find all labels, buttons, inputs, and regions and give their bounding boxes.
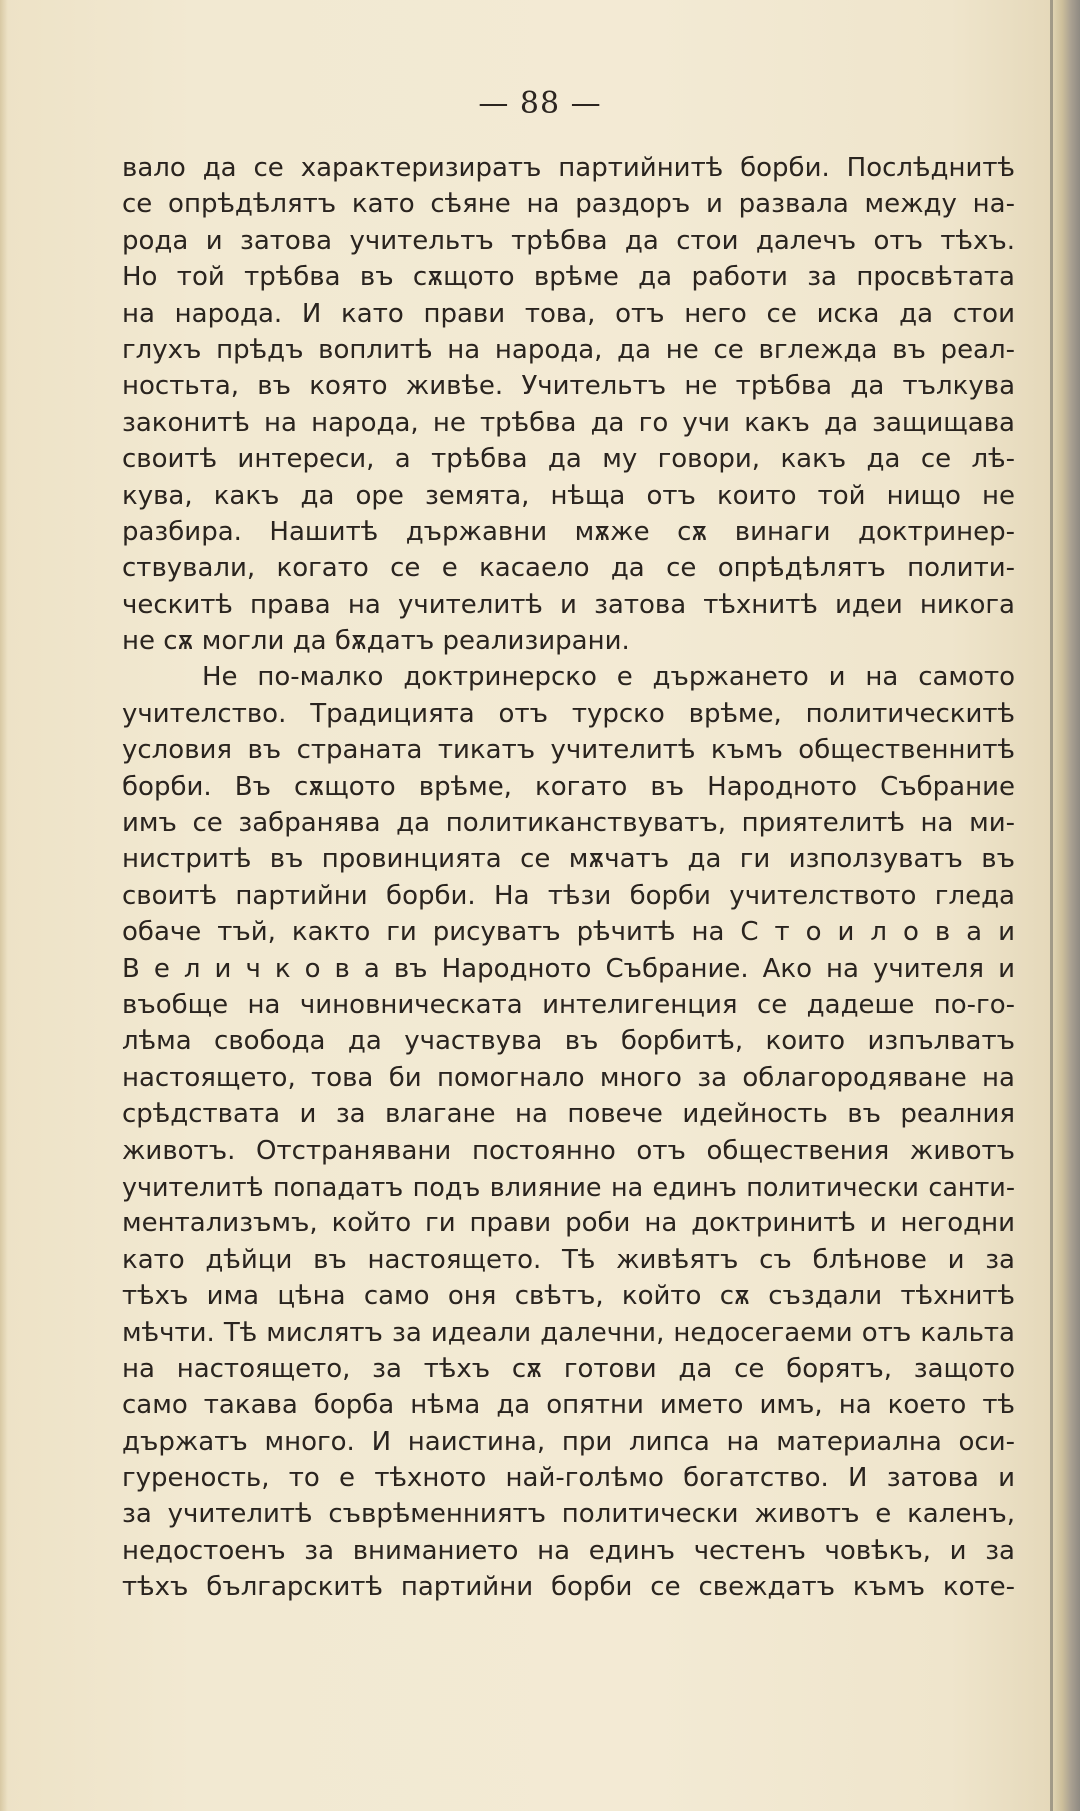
text-line: срѣдствата и за влагане на повече идейность въ реалния — [122, 1099, 1015, 1130]
text-line: мѣчти. Тѣ мислятъ за идеали далечни, недосегаеми отъ кальта — [122, 1317, 1015, 1348]
text-line: обаче тъй, както ги рисуватъ рѣчитѣ на С т о и л о в а и — [122, 917, 1015, 948]
page-left-edge — [0, 0, 8, 1811]
text-line: гуреность, то е тѣхното най-голѣмо богатство. И затова и — [122, 1463, 1015, 1494]
text-line: настоящето, това би помогнало много за облагородяване на — [122, 1062, 1015, 1093]
text-line: на народа. И като прави това, отъ него се иска да стои — [122, 298, 1015, 329]
body-text — [122, 150, 1015, 1606]
text-line: ментализъмъ, който ги прави роби на доктринитѣ и негодни — [122, 1208, 1015, 1239]
text-line: условия въ страната тикатъ учителитѣ къмъ общественнитѣ — [122, 735, 1015, 766]
text-line: Но той трѣбва въ сѫщото врѣме да работи за просвѣтата — [122, 262, 1015, 293]
text-line: нистритѣ въ провинцията се мѫчатъ да ги използуватъ въ — [122, 844, 1015, 875]
text-line: В е л и ч к о в а въ Народното Събрание. Ако на учителя и — [122, 953, 1015, 984]
text-line: имъ се забранява да политиканствуватъ, приятелитѣ на ми- — [122, 808, 1015, 839]
text-line: се опрѣдѣлятъ като сѣяне на раздоръ и развала между на- — [122, 189, 1015, 220]
text-line: тѣхъ има цѣна само оня свѣтъ, който сѫ създали тѣхнитѣ — [122, 1281, 1015, 1312]
text-line: кува, какъ да оре земята, нѣща отъ които той нищо не — [122, 480, 1015, 511]
text-line: рода и затова учительтъ трѣбва да стои далечъ отъ тѣхъ. — [122, 225, 1015, 256]
text-line: лѣма свобода да участвува въ борбитѣ, които изпълватъ — [122, 1026, 1015, 1057]
text-line: тѣхъ българскитѣ партийни борби се свеждатъ къмъ коте- — [122, 1572, 1015, 1603]
text-line: държатъ много. И наистина, при липса на материална оси- — [122, 1426, 1015, 1457]
text-line: ческитѣ права на учителитѣ и затова тѣхнитѣ идеи никога — [122, 589, 1015, 620]
text-line: законитѣ на народа, не трѣбва да го учи какъ да защищава — [122, 407, 1015, 438]
text-line: своитѣ партийни борби. На тѣзи борби учителството гледа — [122, 880, 1015, 911]
text-line: въобще на чиновническата интелигенция се дадеше по-го- — [122, 989, 1015, 1020]
text-line: Не по-малко доктринерско е държането и на самото — [202, 662, 1015, 693]
text-line: за учителитѣ съврѣменниятъ политически животъ е каленъ, — [122, 1499, 1015, 1530]
text-line: животъ. Отстранявани постоянно отъ обществения животъ — [122, 1135, 1015, 1166]
text-line: ностьта, въ която живѣе. Учительтъ не трѣбва да тълкува — [122, 371, 1015, 402]
text-line: недостоенъ за вниманието на единъ честенъ човѣкъ, и за — [122, 1535, 1015, 1566]
text-line: ствували, когато се е касаело да се опрѣдѣлятъ полити- — [122, 553, 1015, 584]
text-line: глухъ прѣдъ воплитѣ на народа, да не се вглежда въ реал- — [122, 334, 1015, 365]
page-binding-gutter — [1050, 0, 1080, 1811]
text-line: на настоящето, за тѣхъ сѫ готови да се борятъ, защото — [122, 1353, 1015, 1384]
text-line: учителство. Традицията отъ турско врѣме, политическитѣ — [122, 698, 1015, 729]
text-line: своитѣ интереси, а трѣбва да му говори, какъ да се лѣ- — [122, 444, 1015, 475]
text-line: борби. Въ сѫщото врѣме, когато въ Народното Събрание — [122, 771, 1015, 802]
page-binding-line — [1050, 0, 1053, 1811]
text-line: не сѫ могли да бѫдатъ реализирани. — [122, 626, 630, 657]
text-line: като дѣйци въ настоящето. Тѣ живѣятъ съ блѣнове и за — [122, 1244, 1015, 1275]
text-line: само такава борба нѣма да опятни името имъ, на което тѣ — [122, 1390, 1015, 1421]
page-number: — 88 — — [478, 86, 602, 121]
text-line: разбира. Нашитѣ държавни мѫже сѫ винаги доктринер- — [122, 516, 1015, 547]
text-line: вало да се характеризиратъ партийнитѣ борби. Послѣднитѣ — [122, 153, 1015, 183]
text-line: учителитѣ попадатъ подъ влияние на единъ политически санти- — [122, 1171, 1015, 1202]
